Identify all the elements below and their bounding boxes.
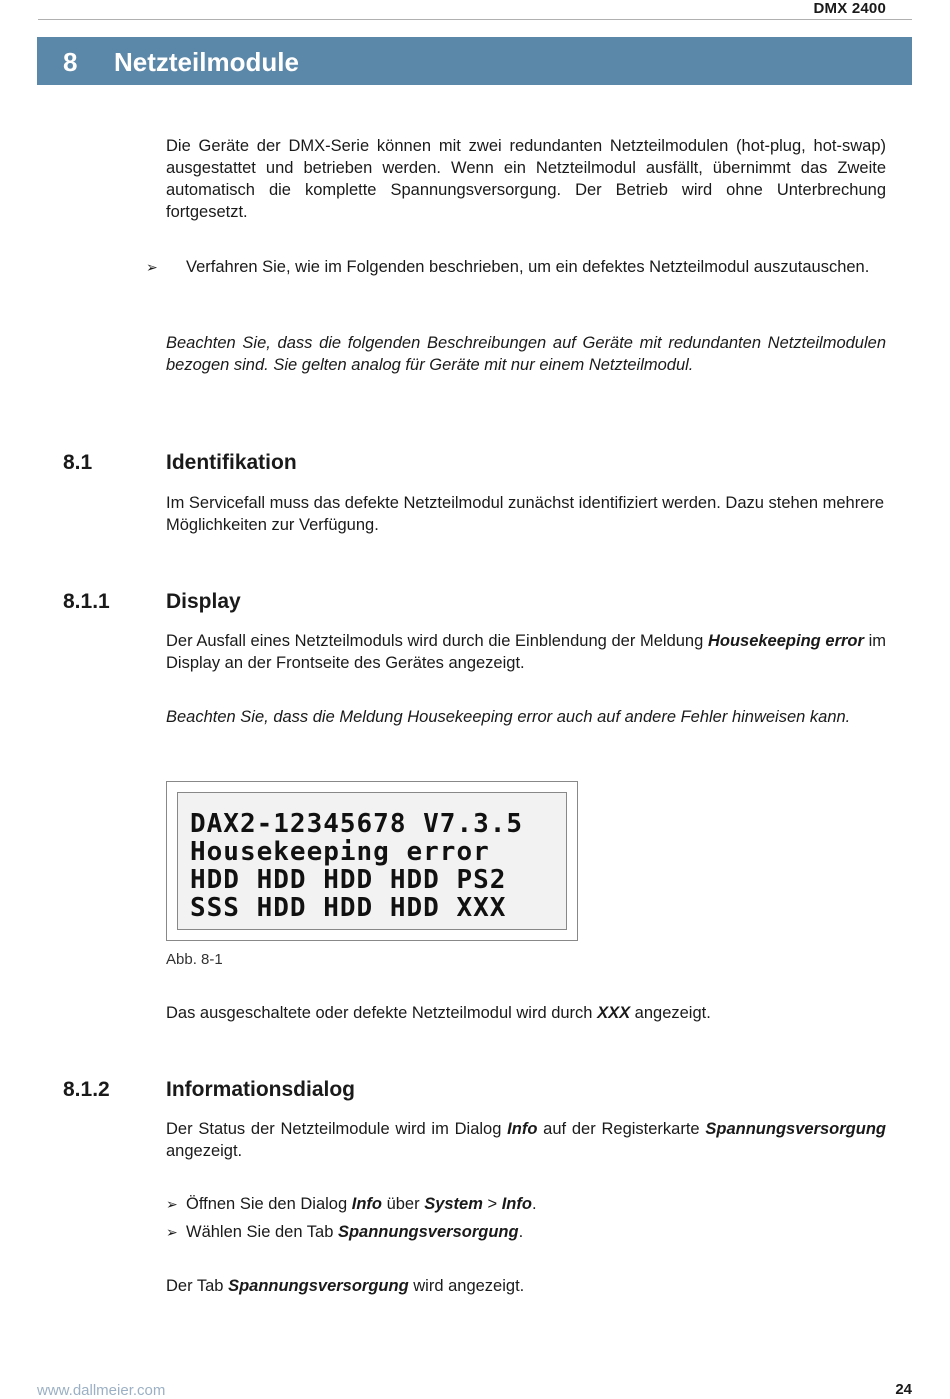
display-after-text bbox=[166, 1002, 886, 1024]
display-text-after: im Display an der Frontseite des Gerätes angezeigt. bbox=[166, 632, 886, 672]
after-text-bold: XXX bbox=[597, 1004, 631, 1022]
bullet1-text-1: Öffnen Sie den Dialog bbox=[186, 1195, 352, 1213]
chapter-heading-bar bbox=[37, 37, 912, 85]
intro-note: Beachten Sie, dass die folgenden Beschreibungen auf Geräte mit redundanten Netzteilmodulen bezogen sind. Sie gelten analog für Geräte mit nur einem Netzteilmodul. bbox=[166, 334, 886, 374]
arrow-bullet-icon: ➢ bbox=[166, 1224, 178, 1240]
bullet2-text-2: . bbox=[518, 1223, 524, 1241]
info-text-2: auf der Registerkarte bbox=[537, 1120, 706, 1138]
bullet2-text-1: Wählen Sie den Tab bbox=[186, 1223, 338, 1241]
info-bullet-2 bbox=[166, 1221, 886, 1243]
bullet1-bold-1: Info bbox=[351, 1195, 382, 1213]
footer-url-link[interactable]: www.dallmeier.com bbox=[37, 1382, 166, 1399]
info-text-1: Der Status der Netzteilmodule wird im Dialog bbox=[166, 1120, 508, 1138]
lcd-line-1: DAX2-12345678 V7.3.5 bbox=[190, 809, 524, 839]
bullet2-bold-1: Spannungsversorgung bbox=[337, 1223, 519, 1241]
footer-page-number: 24 bbox=[895, 1381, 912, 1398]
info-final-text bbox=[166, 1275, 886, 1297]
figure-caption: Abb. 8-1 bbox=[166, 951, 223, 968]
info-text-bold-2: Spannungsversorgung bbox=[705, 1120, 886, 1138]
section-8-1-1-number: 8.1.1 bbox=[63, 590, 110, 613]
arrow-bullet-icon: ➢ bbox=[146, 259, 158, 275]
lcd-screen bbox=[177, 792, 567, 930]
chapter-title: Netzteilmodule bbox=[114, 47, 299, 77]
section-8-1-1-text bbox=[166, 630, 886, 674]
header-rule bbox=[38, 19, 912, 20]
display-text-bold: Housekeeping error bbox=[707, 632, 864, 650]
intro-bullet bbox=[146, 256, 886, 278]
intro-paragraph: Die Geräte der DMX-Serie können mit zwei redundanten Netzteilmodulen (hot-plug, hot-swap) ausgestattet und betrieben werden. Wenn ein Netzteilmodul ausfällt, übernimmt das Zweite automatisch die komplette Spannungsversorgung. Der Betrieb wird ohne Unterbrechung fortgesetzt. bbox=[166, 137, 886, 221]
final-bold-1: Spannungsversorgung bbox=[228, 1277, 409, 1295]
lcd-line-4: SSS HDD HDD HDD XXX bbox=[190, 893, 507, 923]
section-8-1-2-title: Informationsdialog bbox=[166, 1078, 355, 1101]
after-text-after: angezeigt. bbox=[630, 1004, 711, 1022]
bullet1-text-3: > bbox=[482, 1195, 502, 1213]
bullet1-text-4: . bbox=[531, 1195, 537, 1213]
info-text-bold-1: Info bbox=[507, 1120, 538, 1138]
bullet1-bold-2: System bbox=[424, 1195, 483, 1213]
lcd-display-figure bbox=[166, 781, 578, 941]
info-bullet-1 bbox=[166, 1193, 886, 1215]
intro-bullet-text: Verfahren Sie, wie im Folgenden beschrieben, um ein defektes Netzteilmodul auszutauschen. bbox=[186, 258, 870, 276]
info-text-3: angezeigt. bbox=[166, 1142, 243, 1160]
display-text-before: Der Ausfall eines Netzteilmoduls wird durch die Einblendung der Meldung bbox=[166, 632, 708, 650]
arrow-bullet-icon: ➢ bbox=[166, 1196, 178, 1212]
section-8-1-title: Identifikation bbox=[166, 451, 297, 474]
final-text-1: Der Tab bbox=[166, 1277, 229, 1295]
section-8-1-1-note: Beachten Sie, dass die Meldung Housekeeping error auch auf andere Fehler hinweisen kann. bbox=[166, 708, 851, 726]
section-8-1-2-number: 8.1.2 bbox=[63, 1078, 110, 1101]
lcd-line-3: HDD HDD HDD HDD PS2 bbox=[190, 865, 507, 895]
header-product: DMX 2400 bbox=[813, 0, 886, 17]
section-8-1-number: 8.1 bbox=[63, 451, 93, 474]
chapter-number: 8 bbox=[63, 47, 78, 77]
final-text-2: wird angezeigt. bbox=[408, 1277, 525, 1295]
after-text-before: Das ausgeschaltete oder defekte Netzteilmodul wird durch bbox=[166, 1004, 598, 1022]
section-8-1-text: Im Servicefall muss das defekte Netzteilmodul zunächst identifiziert werden. Dazu stehen mehrere Möglichkeiten zur Verfügung. bbox=[166, 494, 885, 534]
bullet1-bold-3: Info bbox=[501, 1195, 532, 1213]
section-8-1-2-text bbox=[166, 1118, 886, 1162]
section-8-1-1-title: Display bbox=[166, 590, 241, 613]
lcd-line-2: Housekeeping error bbox=[190, 837, 490, 867]
bullet1-text-2: über bbox=[381, 1195, 425, 1213]
